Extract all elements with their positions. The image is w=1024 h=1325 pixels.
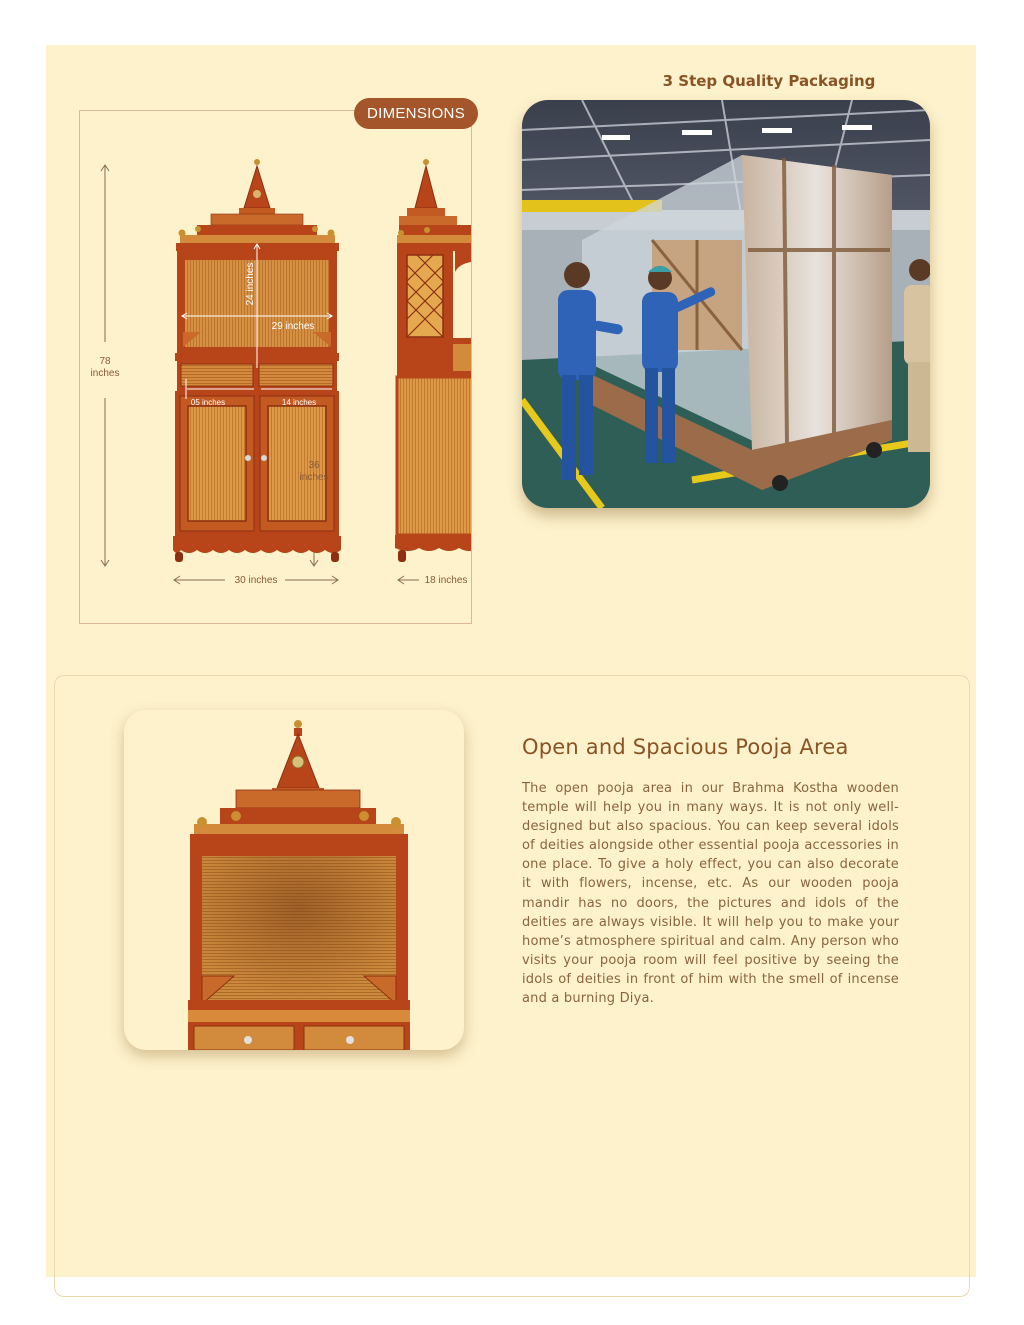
feature-title: Open and Spacious Pooja Area — [522, 735, 849, 759]
base-height-label-a: 36 — [308, 460, 320, 471]
side-depth-label: 18 inches — [424, 575, 468, 586]
dimensions-badge: DIMENSIONS — [354, 98, 478, 129]
total-height-label-b: inches — [90, 368, 120, 379]
total-height-label-a: 78 — [99, 356, 111, 367]
inner-width-label: 29 inches — [271, 321, 315, 332]
side-temple — [395, 159, 471, 562]
drawer-left-label: 05 inches — [190, 398, 226, 407]
front-width-label: 30 inches — [234, 575, 278, 586]
feature-body: The open pooja area in our Brahma Kostha wooden temple will help you in many ways. It is not only well-designed but also spacious. You can keep several idols of deities alongside other essential pooja accessories in one place. To give a holy effect, you can also decorate it with flowers, incense, etc. As our wooden pooja mandir has no doors, the pictures and idols of the deities are always visible. It will help you to make your home’s atmosphere spiritual and calm. Any person who visits your pooja room will feel positive by seeing the idols of deities in front of him with the smell of incense and a burning Diya. — [522, 781, 899, 1007]
base-height-label-b: inches — [299, 472, 329, 483]
packaging-photo — [522, 100, 930, 508]
inner-height-label: 24 inches — [245, 262, 256, 306]
drawer-right-label: 14 inches — [281, 398, 317, 407]
temple-photo — [124, 710, 464, 1050]
packaging-title: 3 Step Quality Packaging — [662, 72, 876, 90]
front-temple — [173, 159, 341, 562]
dimensions-drawing — [79, 110, 471, 624]
page-panel — [46, 45, 976, 1277]
